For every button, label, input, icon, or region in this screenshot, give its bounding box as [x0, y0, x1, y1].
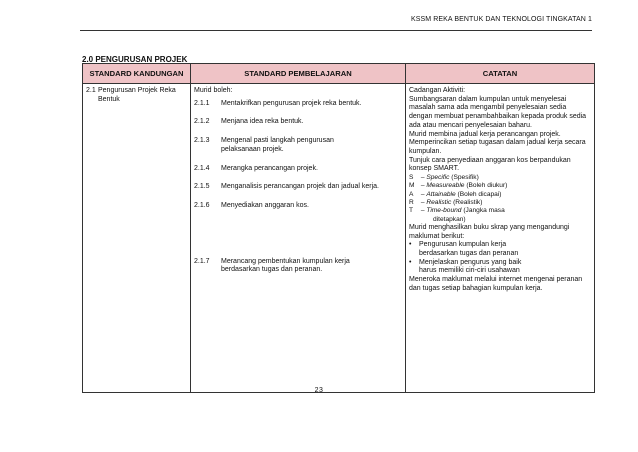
bullet-item — [409, 259, 591, 268]
smart-item: S – Specific (Spesifik) — [409, 174, 479, 182]
smart-letter: T — [409, 207, 414, 215]
notes-heading: Cadangan Aktiviti: — [409, 87, 466, 94]
notes-activity-6: Meneroka maklumat melalui internet mengenai peranan dan tugas setiap bahagian kumpulan kerja. — [409, 276, 583, 292]
learning-intro: Murid boleh: — [194, 87, 233, 94]
objective-text: Merangka perancangan projek. — [221, 164, 318, 172]
smart-meaning: (Boleh diukur) — [466, 182, 508, 190]
objective-text: Merancang pembentukan kumpulan kerja berdasarkan tugas dan peranan. — [221, 257, 350, 274]
header-standard-kandungan: STANDARD KANDUNGAN — [83, 64, 191, 84]
bullet-text: Pengurusan kumpulan kerja — [419, 241, 507, 249]
notes-activity-4: Tunjuk cara penyediaan anggaran kos berpandukan konsep SMART. — [409, 156, 571, 173]
objective-number: 2.1.3 — [194, 137, 210, 145]
page-number: 23 — [314, 387, 324, 394]
objective-item — [194, 100, 402, 109]
notes-cell — [406, 84, 595, 393]
smart-item: M – Measureable (Boleh diukur) — [409, 182, 508, 190]
objective-text: Mengenal pasti langkah pengurusan pelaksanaan projek. — [221, 137, 334, 153]
content-standard-cell — [83, 84, 191, 393]
section-title: 2.0 PENGURUSAN PROJEK — [82, 55, 188, 64]
learning-standard-cell — [191, 84, 406, 393]
notes-activity-1: Sumbangsaran dalam kumpulan untuk menyelesai masalah sama ada mengambil penyelesaian sedia dengan membuat penambahbaikan kepada produk sedia ada atau mencari penyelesaian baharu. — [409, 95, 587, 129]
objective-item — [194, 137, 402, 154]
objective-number: 2.1.2 — [194, 118, 210, 126]
bullet-icon: • — [409, 241, 412, 249]
bullet-continuation: berdasarkan tugas dan peranan — [419, 249, 519, 257]
objective-item — [194, 202, 402, 211]
bullet-icon: • — [409, 258, 412, 266]
content-standard-text: Pengurusan Projek Reka Bentuk — [98, 87, 176, 103]
smart-meaning: (Boleh dicapai) — [457, 190, 502, 198]
smart-term: Time-bound — [426, 207, 462, 215]
smart-meaning: (Jangka masa — [463, 207, 505, 215]
objective-item — [194, 165, 402, 174]
smart-term: Attainable — [426, 190, 456, 198]
smart-term: Measureable — [426, 182, 465, 190]
smart-meaning: (Realistik) — [453, 198, 483, 206]
objective-text: Menganalisis perancangan projek dan jadual kerja. — [221, 183, 379, 191]
objective-item — [194, 118, 402, 127]
header-catatan: CATATAN — [406, 64, 595, 84]
objective-text: Menyediakan anggaran kos. — [221, 201, 309, 209]
objective-number: 2.1.4 — [194, 164, 210, 172]
bullet-text: Menjelaskan pengurus yang baik — [419, 258, 522, 266]
header-divider — [80, 30, 592, 31]
objective-text: Mentakrifkan pengurusan projek reka bentuk. — [221, 99, 362, 107]
smart-item: T – Time-bound (Jangka masa — [409, 207, 505, 215]
smart-item: R – Realistic (Realistik) — [409, 198, 483, 206]
objective-number: 2.1.6 — [194, 201, 210, 209]
table-row — [83, 84, 595, 393]
objective-number: 2.1.7 — [194, 257, 210, 265]
content-standard-number: 2.1 — [86, 87, 96, 94]
bullet-continuation: harus memiliki ciri-ciri usahawan — [419, 267, 520, 275]
notes-activity-3: Memperincikan setiap tugasan dalam jadual kerja secara kumpulan. — [409, 139, 586, 155]
page-header-title: KSSM REKA BENTUK DAN TEKNOLOGI TINGKATAN 1 — [410, 16, 592, 23]
notes-activity-2: Murid membina jadual kerja perancangan projek. — [409, 130, 561, 138]
objective-text: Menjana idea reka bentuk. — [221, 118, 304, 126]
objective-item — [194, 183, 402, 192]
smart-letter: R — [409, 198, 414, 206]
smart-meaning: (Spesifik) — [451, 174, 479, 182]
objective-number: 2.1.5 — [194, 183, 210, 191]
objective-number: 2.1.1 — [194, 99, 210, 107]
notes-activity-5: Murid menghasilkan buku skrap yang mengandungi maklumat berikut: — [409, 223, 570, 240]
smart-item: A – Attainable (Boleh dicapai) — [409, 190, 502, 198]
smart-list — [409, 174, 591, 224]
smart-letter: M — [409, 182, 415, 190]
smart-continuation: ditetapkan) — [433, 215, 466, 223]
smart-term: Specific — [426, 174, 450, 182]
curriculum-table — [82, 63, 595, 393]
objective-item — [194, 258, 402, 275]
bullet-item — [409, 241, 591, 250]
smart-letter: S — [409, 174, 414, 182]
table-header-row — [83, 64, 595, 84]
smart-letter: A — [409, 190, 414, 198]
smart-term: Realistic — [426, 198, 452, 206]
header-standard-pembelajaran: STANDARD PEMBELAJARAN — [191, 64, 406, 84]
